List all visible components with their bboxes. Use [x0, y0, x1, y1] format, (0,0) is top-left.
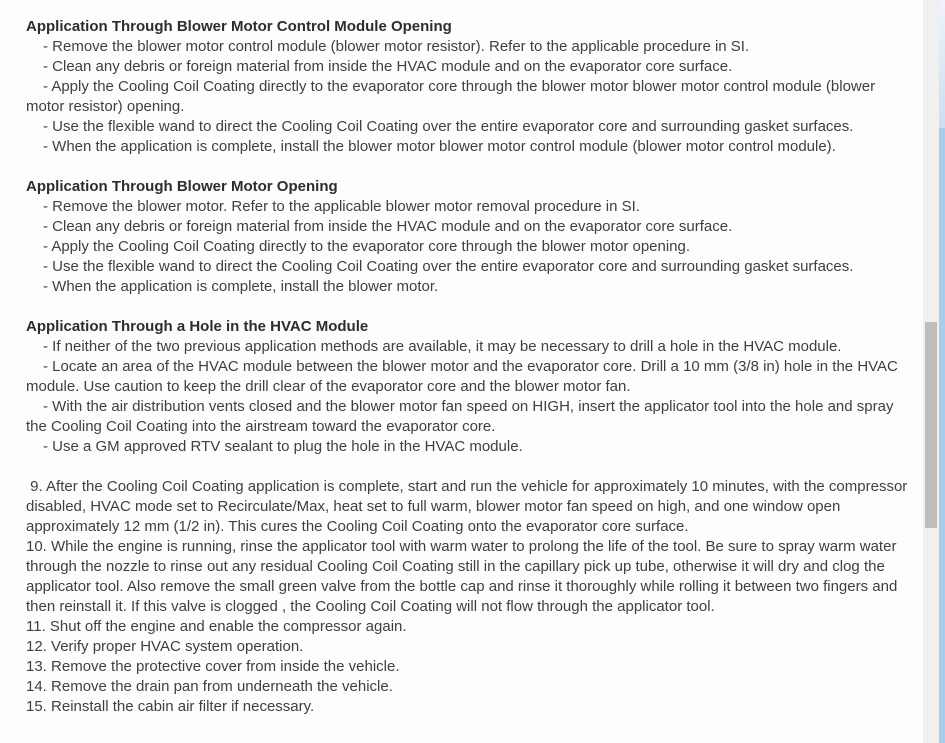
outer-scrollbar-thumb[interactable]: [939, 128, 945, 743]
list-item: - If neither of the two previous application methods are available, it may be necessary to drill a hole in the HVAC module.: [43, 338, 842, 355]
list-item: - When the application is complete, install the blower motor.: [43, 278, 439, 295]
step-14: 14. Remove the drain pan from underneath the vehicle.: [26, 678, 393, 695]
list-item: - Clean any debris or foreign material from inside the HVAC module and on the evaporator core surface.: [43, 218, 733, 235]
list-item: - Locate an area of the HVAC module between the blower motor and the evaporator core. Drill a 10 mm (3/8 in) hole in the HVAC module. Use caution to keep the drill clear of the evaporator core and the blower motor fan.: [26, 358, 903, 395]
list-item: - When the application is complete, install the blower motor blower motor control module (blower motor control module).: [43, 138, 836, 155]
list-item: - Clean any debris or foreign material from inside the HVAC module and on the evaporator core surface.: [43, 58, 733, 75]
outer-scrollbar[interactable]: [939, 0, 945, 743]
scrollbar-track[interactable]: [923, 0, 939, 743]
section-hole-in-hvac-module: [26, 317, 911, 457]
step-15: 15. Reinstall the cabin air filter if necessary.: [26, 698, 315, 715]
list-item: - Remove the blower motor. Refer to the applicable blower motor removal procedure in SI.: [43, 198, 640, 215]
list-item: - Use the flexible wand to direct the Cooling Coil Coating over the entire evaporator core and surrounding gasket surfaces.: [43, 258, 854, 275]
list-item: - With the air distribution vents closed and the blower motor fan speed on HIGH, insert the applicator tool into the hole and spray the Cooling Coil Coating into the airstream toward the evaporator core.: [26, 398, 898, 435]
list-item: - Apply the Cooling Coil Coating directly to the evaporator core through the blower motor blower motor control module (blower motor resistor) opening.: [26, 78, 880, 115]
list-item: - Use the flexible wand to direct the Cooling Coil Coating over the entire evaporator core and surrounding gasket surfaces.: [43, 118, 854, 135]
section-heading: Application Through Blower Motor Control Module Opening: [26, 18, 452, 35]
outer-scrollbar-track[interactable]: [939, 0, 945, 128]
step-12: 12. Verify proper HVAC system operation.: [26, 638, 304, 655]
numbered-steps: [26, 477, 911, 717]
step-13: 13. Remove the protective cover from inside the vehicle.: [26, 658, 400, 675]
step-11: 11. Shut off the engine and enable the compressor again.: [26, 618, 407, 635]
list-item: - Use a GM approved RTV sealant to plug the hole in the HVAC module.: [43, 438, 523, 455]
section-heading: Application Through Blower Motor Opening: [26, 178, 338, 195]
section-blower-motor-control-module-opening: [26, 17, 911, 157]
list-item: - Apply the Cooling Coil Coating directly to the evaporator core through the blower motor opening.: [43, 238, 691, 255]
step-10: 10. While the engine is running, rinse the applicator tool with warm water to prolong the life of the tool. Be sure to spray warm water through the nozzle to rinse out any residual Cooling Coil Coating still in the capillary pick up tube, otherwise it will dry and clog the applicator tool. Also remove the small green valve from the bottle cap and rinse it thoroughly while rolling it between two fingers and then reinstall it. If this valve is clogged , the Cooling Coil Coating will not flow through the applicator tool.: [26, 538, 902, 615]
scrollbar-thumb[interactable]: [925, 322, 937, 528]
section-blower-motor-opening: [26, 177, 911, 297]
section-heading: Application Through a Hole in the HVAC Module: [26, 318, 369, 335]
list-item: - Remove the blower motor control module (blower motor resistor). Refer to the applicable procedure in SI.: [43, 38, 750, 55]
step-9: 9. After the Cooling Coil Coating application is complete, start and run the vehicle for approximately 10 minutes, with the compressor disabled, HVAC mode set to Recirculate/Max, heat set to full warm, blower motor fan speed on high, and one window open approximately 12 mm (1/2 in). This cures the Cooling Coil Coating onto the evaporator core surface.: [26, 478, 912, 535]
